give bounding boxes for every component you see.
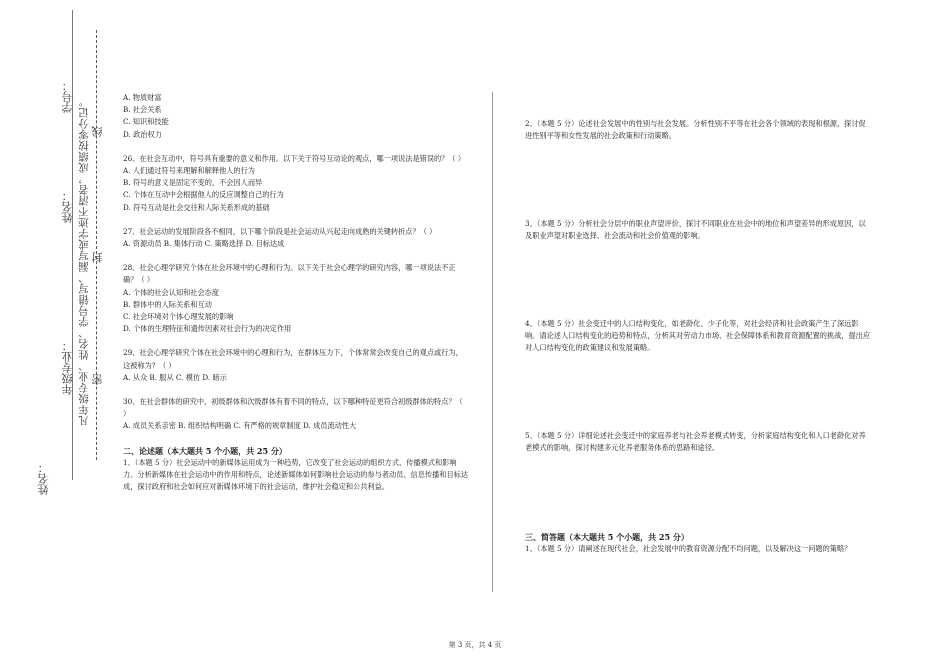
right-column-q5 xyxy=(525,430,870,454)
column-divider xyxy=(492,92,493,592)
q28-stem: 28、社会心理学研究个体在社会环境中的心理和行为。以下关于社会心理学的研究内容，哪一项说法不正确？（ ） xyxy=(123,263,456,285)
left-column xyxy=(123,92,468,493)
q29-options: A. 从众 B. 服从 C. 模仿 D. 暗示 xyxy=(123,372,227,382)
q25-option-a: A. 物质财富 xyxy=(123,93,162,102)
q26-option-a: A. 人们通过符号来理解和解释他人的行为 xyxy=(123,166,255,176)
student-id-label: 学号： xyxy=(61,80,74,113)
q28-option-d: D. 个体的生理特征和遗传因素对社会行为的决定作用 xyxy=(123,324,292,334)
q26-option-c: C. 个体在互动中会根据他人的反应调整自己的行为 xyxy=(123,190,284,200)
essay-section-title: 二、论述题（本大题共 5 个小题，共 25 分） xyxy=(123,445,287,456)
q30-stem: 30、在社会群体的研究中，初级群体和次级群体有着不同的特点，以下哪种特征更符合初级群体的特点？（ ） xyxy=(123,397,463,419)
short-answer-question-1: 1、（本题 5 分）请阐述在现代社会，社会发展中的教育资源分配不均问题，以及解决这一问题的策略？ xyxy=(525,544,852,554)
dense-mark: 密 xyxy=(91,374,104,385)
q25-option-c: C. 知识和技能 xyxy=(123,117,169,127)
short-answer-section-title: 三、简答题（本大题共 5 个小题，共 25 分） xyxy=(525,532,689,542)
q26-option-b: B. 符号的意义是固定不变的，不会因人而异 xyxy=(123,178,263,188)
essay-question-5: 5、（本题 5 分）详细论述社会变迁中的家庭养老与社会养老模式转变，分析家庭结构变化和人口老龄化对养老模式的影响，探讨构建多元化养老服务体系的思路和途径。 xyxy=(525,431,866,453)
essay-question-3: 3、（本题 5 分）分析社会分层中的职业声望评价，探讨不同职业在社会中的地位和声望差异的形成原因，以及职业声望对职业选择、社会流动和社会价值观的影响。 xyxy=(525,219,866,241)
q25-option-d: D. 政治权力 xyxy=(123,129,162,139)
seal-mark: 封 xyxy=(91,252,104,263)
q29-stem: 29、社会心理学研究个体在社会环境中的心理和行为，在群体压力下，个体常常会改变自己的观点或行为，这被称为？（ ） xyxy=(123,348,463,370)
warning-text: 凡年级专业、姓名、学号错写、漏写或字迹不清者，成绩按零分记。 xyxy=(78,96,90,426)
right-column-q3 xyxy=(525,218,870,242)
question-30 xyxy=(123,396,468,433)
right-column-q4 xyxy=(525,318,870,355)
q28-option-b: B. 群体中的人际关系和互动 xyxy=(123,299,212,309)
binding-margin xyxy=(0,0,110,672)
essay-question-4: 4、（本题 5 分）社会变迁中的人口结构变化，如老龄化、少子化等，对社会经济和社会政策产生了深远影响。请论述人口结构变化的趋势和特点，分析其对劳动力市场、社会保障体系和教育资源配置的挑战，提出应对人口结构变化的政策建议和发展策略。 xyxy=(525,319,871,353)
q28-option-c: C. 社会环境对个体心理发展的影响 xyxy=(123,312,234,322)
line-mark: 线 xyxy=(91,126,104,137)
q27-stem: 27、社会运动的发展阶段各不相同，以下哪个阶段是社会运动从兴起走向成熟的关键转折点？（ ） xyxy=(123,226,437,236)
q27-options: A. 资源动员 B. 集体行动 C. 策略选择 D. 目标达成 xyxy=(123,239,285,249)
q26-stem: 26、在社会互动中，符号具有重要的意义和作用。以下关于符号互动论的观点，哪一项说法是错误的？（ ） xyxy=(123,153,466,163)
q26-option-d: D. 符号互动是社会交往和人际关系形成的基础 xyxy=(123,202,270,212)
question-25-options xyxy=(123,92,468,141)
name-label: 姓名： xyxy=(61,190,74,223)
q28-option-a: A. 个体的社会认知和社会态度 xyxy=(123,287,220,297)
q25-option-b: B. 社会关系 xyxy=(123,105,162,115)
page-footer: 第 3 页，共 4 页 xyxy=(448,641,502,649)
essay-question-1: 1、（本题 5 分）社会运动中的新媒体运用成为一种趋势，它改变了社会运动的组织方式、传播模式和影响力。分析新媒体在社会运动中的作用和特点，论述新媒体如何影响社会运动的参与者动员、信息传播和目标达成，探讨政府和社会如何应对新媒体环境下的社会运动，维护社会稳定和公共利益。 xyxy=(123,457,469,492)
school-label: 姓名： xyxy=(37,462,50,495)
right-column-short xyxy=(525,531,870,555)
question-29 xyxy=(123,347,468,384)
essay-question-2: 2、（本题 5 分）论述社会发展中的性别与社会发展。分析性别不平等在社会各个领域的表现和根源，探讨促进性别平等和女性发展的社会政策和行动策略。 xyxy=(525,119,866,141)
question-27 xyxy=(123,226,468,250)
binding-dashed-line xyxy=(96,30,97,460)
class-label: 年级专业： xyxy=(61,340,74,395)
question-26 xyxy=(123,153,468,214)
question-28 xyxy=(123,262,468,335)
right-column xyxy=(525,118,870,142)
q30-options: A. 成员关系亲密 B. 组织结构明确 C. 有严格的规章制度 D. 成员流动性大 xyxy=(123,421,357,431)
